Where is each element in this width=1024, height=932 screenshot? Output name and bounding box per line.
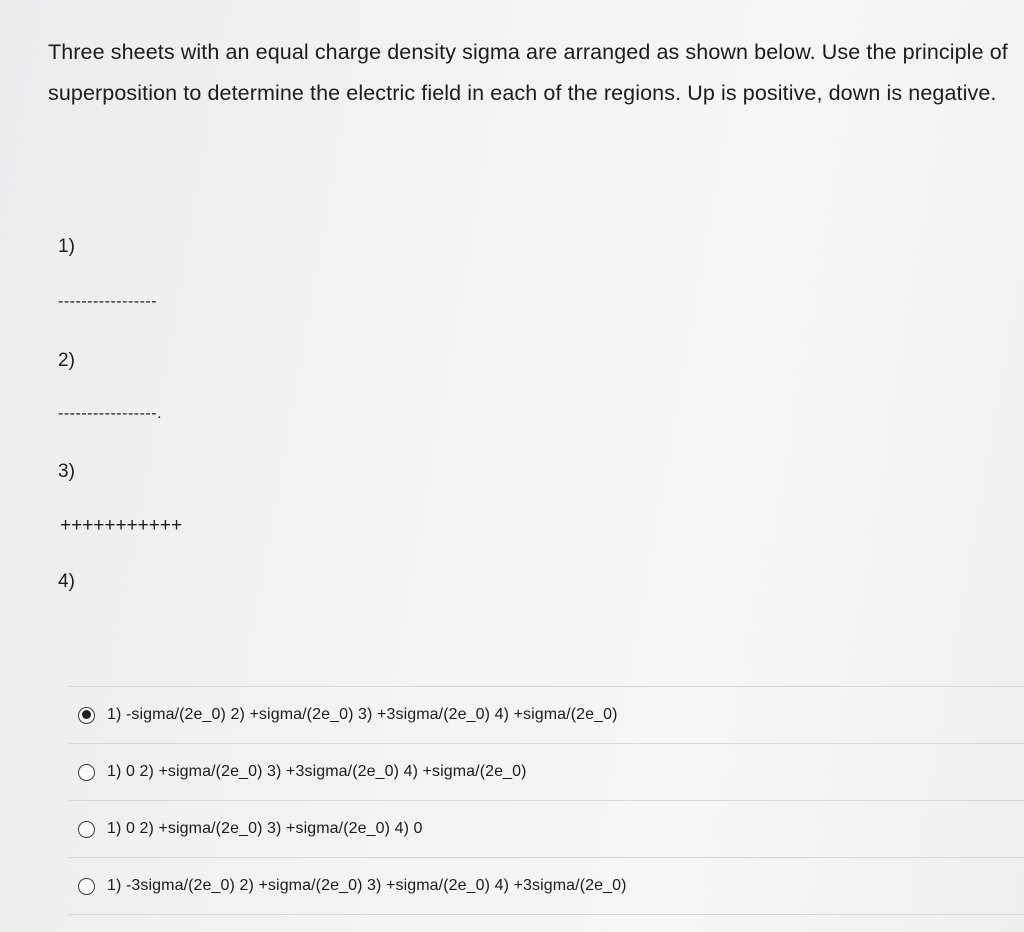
answer-option-label: 1) 0 2) +sigma/(2e_0) 3) +3sigma/(2e_0) 4) +sigma/(2e_0) bbox=[107, 763, 527, 780]
sheet-positive: +++++++++++ bbox=[60, 515, 183, 536]
radio-button-selected[interactable] bbox=[78, 707, 95, 724]
answer-option-label: 1) -sigma/(2e_0) 2) +sigma/(2e_0) 3) +3sigma/(2e_0) 4) +sigma/(2e_0) bbox=[107, 706, 618, 723]
radio-button[interactable] bbox=[78, 821, 95, 838]
answer-option-4[interactable] bbox=[68, 857, 1024, 915]
sheet-negative-2: -----------------. bbox=[58, 405, 163, 422]
answer-option-label: 1) -3sigma/(2e_0) 2) +sigma/(2e_0) 3) +sigma/(2e_0) 4) +3sigma/(2e_0) bbox=[107, 877, 627, 894]
radio-button[interactable] bbox=[78, 764, 95, 781]
region-label-2: 2) bbox=[58, 350, 75, 371]
region-label-4: 4) bbox=[58, 571, 75, 592]
answer-option-label: 1) 0 2) +sigma/(2e_0) 3) +sigma/(2e_0) 4) 0 bbox=[107, 820, 423, 837]
region-label-3: 3) bbox=[58, 461, 75, 482]
answer-option-2[interactable] bbox=[68, 743, 1024, 800]
region-label-1: 1) bbox=[58, 236, 75, 257]
question-text: Three sheets with an equal charge density sigma are arranged as shown below. Use the principle of superposition to determine the electric field in each of the regions. Up is positive, down is negative. bbox=[48, 40, 1008, 105]
radio-button[interactable] bbox=[78, 878, 95, 895]
sheet-negative-1: ----------------- bbox=[58, 293, 158, 310]
answer-options bbox=[68, 686, 1024, 915]
answer-option-1[interactable] bbox=[68, 686, 1024, 743]
answer-option-3[interactable] bbox=[68, 800, 1024, 857]
